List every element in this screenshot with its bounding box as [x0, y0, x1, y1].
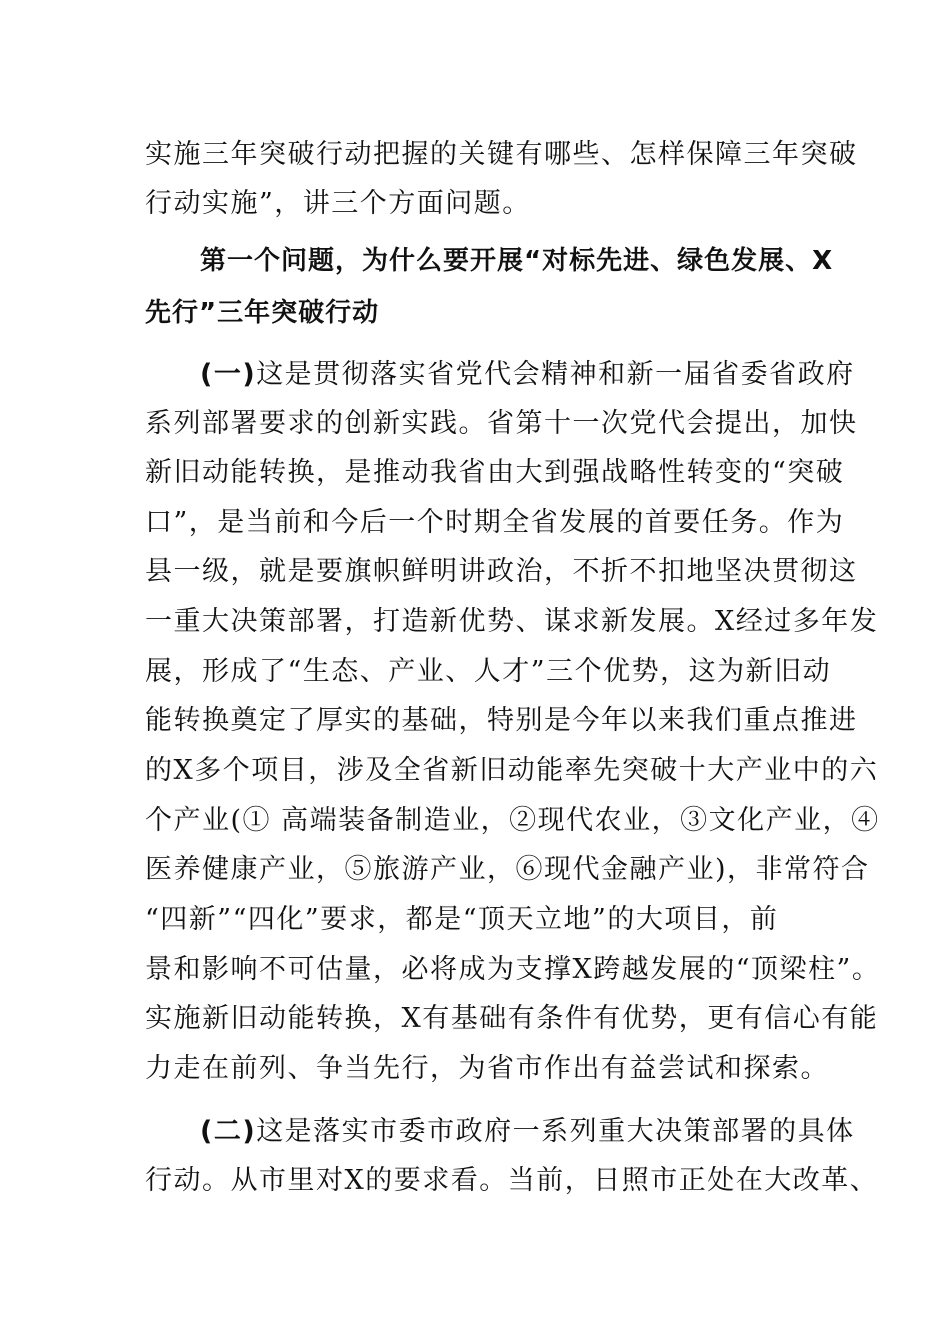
paragraph-2-line: 行动。从市里对X的要求看。当前，日照市正处在大改革、	[145, 1165, 879, 1196]
section-heading-line-1: 第一个问题，为什么要开展“对标先进、绿色发展、X	[200, 246, 834, 276]
paragraph-1-line: 力走在前列、争当先行，为省市作出有益尝试和探索。	[145, 1053, 829, 1084]
paragraph-1-line: 系列部署要求的创新实践。省第十一次党代会提出，加快	[145, 408, 858, 439]
section-heading-line-2: 先行”三年突破行动	[145, 298, 380, 328]
paragraph-1-line: 实施新旧动能转换，X有基础有条件有优势，更有信心有能	[145, 1003, 879, 1034]
paragraph-1-label: (一)	[200, 359, 257, 390]
paragraph-2-first-line	[200, 1114, 855, 1150]
paragraph-1-line: 口”，是当前和今后一个时期全省发展的首要任务。作为	[145, 507, 845, 538]
paragraph-1-line: 的X多个项目，涉及全省新旧动能率先突破十大产业中的六	[145, 755, 879, 786]
paragraph-2-first-text: 这是落实市委市政府一系列重大决策部署的具体	[256, 1116, 855, 1147]
paragraph-1-line: 能转换奠定了厚实的基础，特别是今年以来我们重点推进	[145, 705, 858, 736]
paragraph-2-label: (二)	[200, 1116, 257, 1147]
paragraph-1-line: 一重大决策部署，打造新优势、谋求新发展。X经过多年发	[145, 606, 879, 637]
paragraph-1-line: 展，形成了“生态、产业、人才”三个优势，这为新旧动	[145, 656, 832, 687]
paragraph-1-line: 县一级，就是要旗帜鲜明讲政治，不折不扣地坚决贯彻这	[145, 556, 858, 587]
paragraph-1-line: 个产业(① 高端装备制造业，②现代农业，③文化产业，④	[145, 805, 880, 836]
paragraph-1-line: 医养健康产业，⑤旅游产业，⑥现代金融产业)，非常符合	[145, 854, 870, 885]
paragraph-1-first-text: 这是贯彻落实省党代会精神和新一届省委省政府	[256, 359, 855, 390]
intro-line-2: 行动实施”，讲三个方面问题。	[145, 188, 531, 219]
intro-line-1: 实施三年突破行动把握的关键有哪些、怎样保障三年突破	[145, 139, 858, 170]
paragraph-1-first-line	[200, 357, 855, 393]
paragraph-1-line: 景和影响不可估量，必将成为支撑X跨越发展的“顶梁柱”。	[145, 954, 881, 985]
paragraph-1-line: 新旧动能转换，是推动我省由大到强战略性转变的“突破	[145, 457, 845, 488]
paragraph-1-line: “四新”“四化”要求，都是“顶天立地”的大项目，前	[145, 904, 779, 935]
